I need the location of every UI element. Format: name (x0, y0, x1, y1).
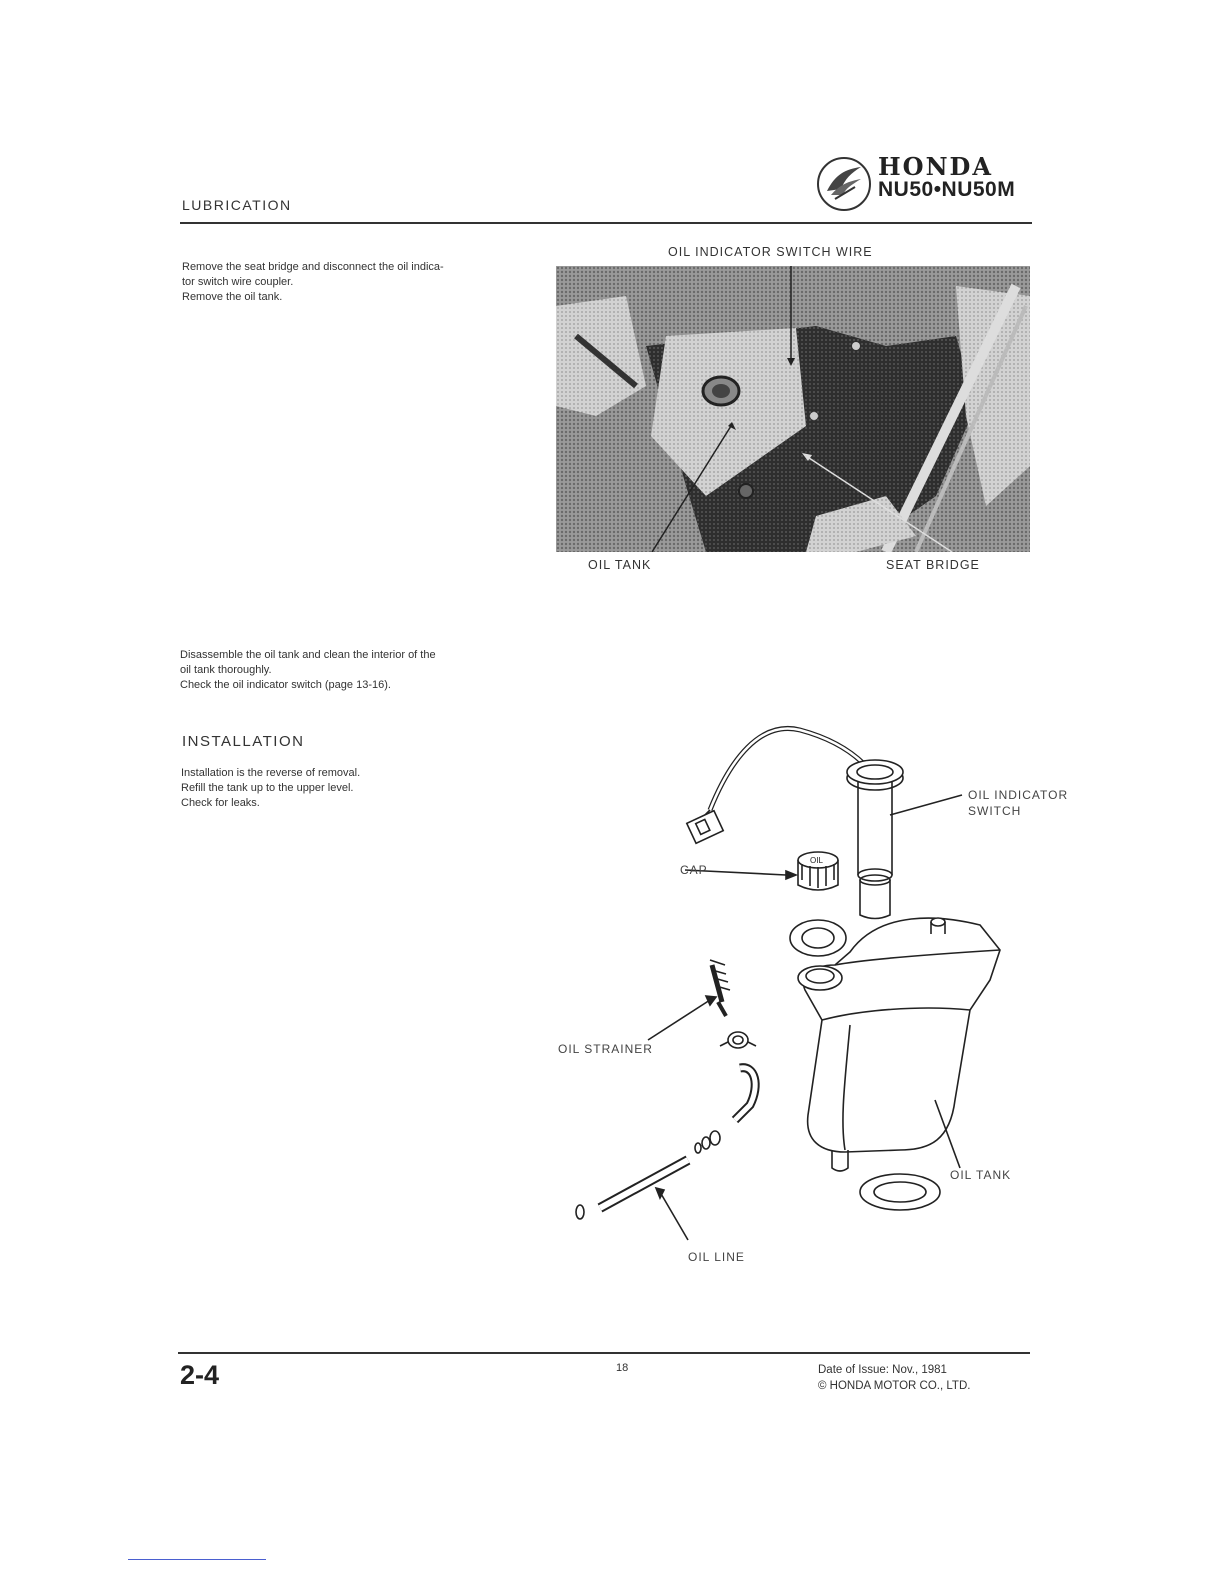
photo-label-switch-wire: OIL INDICATOR SWITCH WIRE (668, 245, 873, 259)
label-oil-indicator-switch-line2: SWITCH (968, 804, 1022, 818)
installation-line: Check for leaks. (181, 797, 260, 809)
copyright: © HONDA MOTOR CO., LTD. (818, 1380, 971, 1392)
page-number: 2-4 (180, 1360, 220, 1390)
bottom-link-underline[interactable] (128, 1559, 266, 1560)
installation-line: Refill the tank up to the upper level. (181, 782, 354, 794)
oil-tank-photo (556, 266, 1030, 552)
label-oil-tank: OIL TANK (950, 1168, 1012, 1182)
photo-label-seat-bridge: SEAT BRIDGE (886, 558, 980, 572)
issue-info (818, 1362, 970, 1394)
removal-line: Remove the seat bridge and disconnect the oil indica- (182, 261, 444, 273)
disassembly-instructions (180, 648, 560, 693)
header-rule (180, 222, 1032, 224)
honda-wing-logo (815, 155, 873, 213)
label-oil-line: OIL LINE (688, 1250, 745, 1264)
label-oil-indicator-switch-line1: OIL INDICATOR (968, 788, 1069, 802)
model-name: NU50•NU50M (878, 178, 1016, 201)
disassembly-line: Check the oil indicator switch (page 13-16). (180, 679, 391, 691)
installation-instructions (181, 766, 481, 811)
removal-line: tor switch wire coupler. (182, 276, 294, 288)
removal-line: Remove the oil tank. (182, 291, 283, 303)
removal-instructions (182, 260, 552, 305)
photo-label-oil-tank: OIL TANK (588, 558, 652, 572)
brand-name: HONDA (878, 152, 993, 181)
installation-line: Installation is the reverse of removal. (181, 767, 361, 779)
label-cap: CAP (680, 863, 708, 877)
issue-date: Date of Issue: Nov., 1981 (818, 1364, 947, 1376)
svg-text:OIL: OIL (810, 856, 823, 865)
installation-heading: INSTALLATION (182, 733, 305, 750)
sheet-number: 18 (616, 1362, 629, 1374)
footer-rule (178, 1352, 1030, 1354)
label-oil-indicator-switch (968, 787, 1068, 819)
disassembly-line: oil tank thoroughly. (180, 664, 272, 676)
label-oil-strainer: OIL STRAINER (558, 1042, 653, 1056)
disassembly-line: Disassemble the oil tank and clean the interior of the (180, 649, 436, 661)
section-title: LUBRICATION (182, 197, 292, 213)
